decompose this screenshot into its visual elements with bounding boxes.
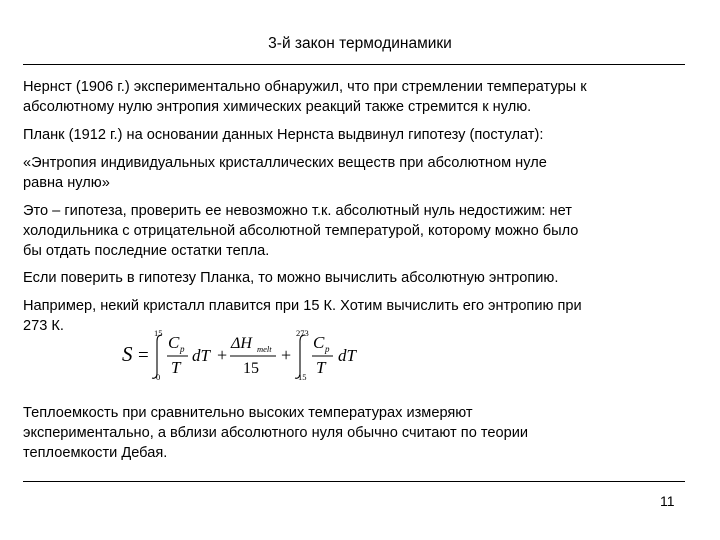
integral-1-lower: 0: [156, 372, 161, 382]
entropy-formula: [120, 327, 380, 383]
text-line: Это – гипотеза, проверить ее невозможно т.к. абсолютный нуль недостижим: нет: [23, 203, 572, 219]
paragraph-nernst: [23, 77, 693, 117]
paragraph-believe: [23, 268, 693, 288]
paragraph-quote: [23, 153, 693, 193]
integral-1-upper: 15: [154, 328, 163, 338]
text-line: 273 К.: [23, 318, 64, 334]
footer-divider: [23, 481, 685, 482]
text-line: бы отдать последние остатки тепла.: [23, 243, 270, 259]
temperature-denominator-1: T: [171, 358, 181, 377]
text-line: экспериментально, а вблизи абсолютного нуля обычно считают по теории: [23, 425, 529, 441]
heat-capacity-sub: p: [180, 344, 185, 354]
heat-capacity-2-sub: p: [325, 344, 330, 354]
title-divider: [23, 64, 685, 65]
melting-enthalpy-sub: melt: [257, 344, 272, 354]
formula-equals: =: [138, 345, 149, 366]
paragraph-heat-capacity: [23, 403, 693, 463]
integral-2-upper: 273: [296, 328, 309, 338]
text-line: холодильника с отрицательной абсолютной температурой, которому можно было: [23, 223, 579, 239]
heat-capacity-2: C: [313, 333, 325, 352]
plus-sign-1: +: [217, 345, 228, 365]
paragraph-hypothesis: [23, 201, 693, 261]
text-line: Теплоемкость при сравнительно высоких температурах измеряют: [23, 405, 473, 421]
formula-lhs: S: [122, 342, 133, 366]
plus-sign-2: +: [281, 345, 292, 365]
text-line: «Энтропия индивидуальных кристаллических веществ при абсолютном нуле: [23, 155, 547, 171]
differential-1: dT: [192, 346, 210, 365]
integral-2-lower: 15: [298, 372, 307, 382]
slide-title: 3-й закон термодинамики: [268, 35, 452, 52]
melting-enthalpy: ΔH: [231, 335, 252, 352]
differential-2: dT: [338, 346, 356, 365]
text-line: Планк (1912 г.) на основании данных Нернста выдвинул гипотезу (постулат):: [23, 127, 544, 143]
text-line: теплоемкости Дебая.: [23, 445, 168, 461]
text-line: Нернст (1906 г.) экспериментально обнаружил, что при стремлении температуры к: [23, 79, 587, 95]
text-line: Если поверить в гипотезу Планка, то можно вычислить абсолютную энтропию.: [23, 270, 559, 286]
page-number: 11: [660, 493, 675, 509]
paragraph-planck: [23, 125, 693, 145]
text-line: равна нулю»: [23, 175, 110, 191]
heat-capacity: C: [168, 333, 180, 352]
text-line: Например, некий кристалл плавится при 15 К. Хотим вычислить его энтропию при: [23, 298, 582, 314]
text-line: абсолютному нулю энтропия химических реакций также стремится к нулю.: [23, 99, 532, 115]
melting-temperature: 15: [243, 360, 259, 377]
temperature-denominator-2: T: [316, 358, 326, 377]
